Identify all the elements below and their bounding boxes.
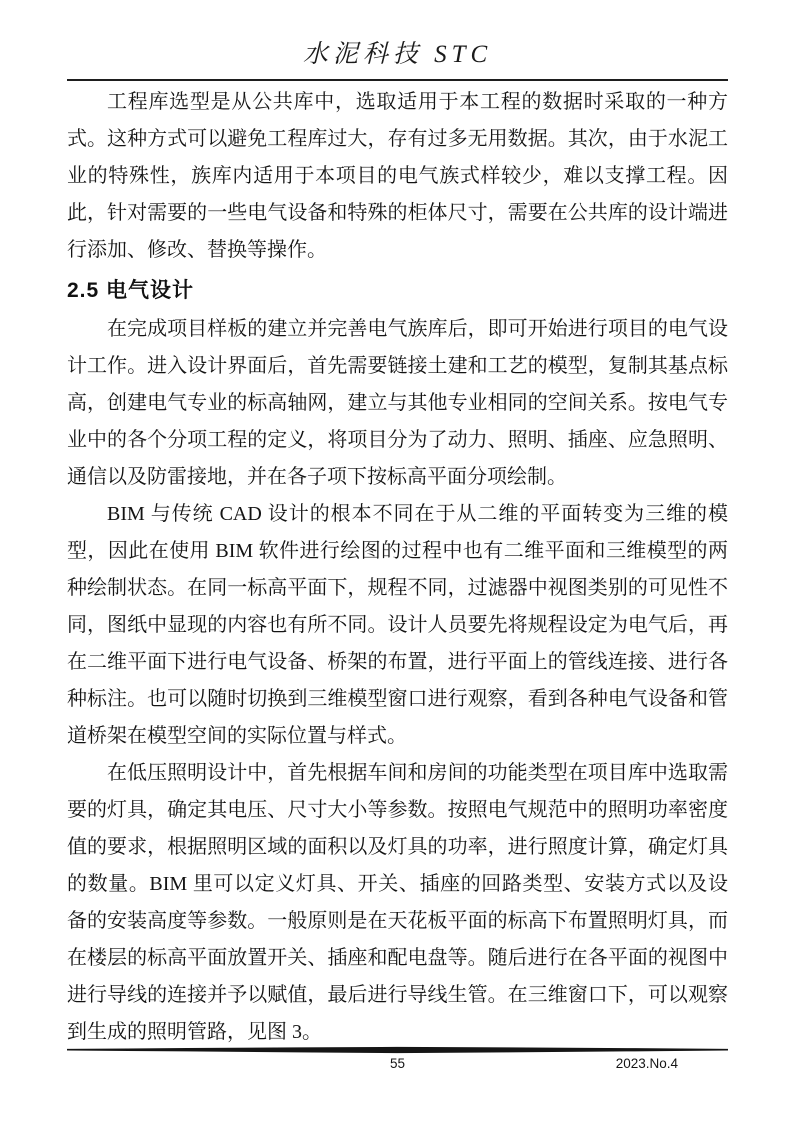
issue-label: 2023.No.4 xyxy=(615,1056,678,1071)
journal-header xyxy=(67,0,728,81)
section-heading: 2.5 电气设计 xyxy=(67,279,195,302)
footer-rule xyxy=(67,1046,728,1054)
footer-row xyxy=(67,1054,728,1074)
page-footer xyxy=(67,1046,728,1074)
paragraph: BIM 与传统 CAD 设计的根本不同在于从二维的平面转变为三维的模型，因此在使用 BIM 软件进行绘图的过程中也有二维平面和三维模型的两种绘制状态。在同一标高平面下，规程不同，过滤器中视图类别的可见性不同，图纸中显现的内容也有所不同。设计人员要先将规程设定为电气后，再在二维平面下进行电气设备、桥架的布置，进行平面上的管线连接、进行各种标注。也可以随时切换到三维模型窗口进行观察，看到各种电气设备和管道桥架在模型空间的实际位置与样式。 xyxy=(67,503,728,747)
header-rule xyxy=(67,79,728,81)
article-body xyxy=(67,84,728,1051)
paragraph-intro: 工程库选型是从公共库中，选取适用于本工程的数据时采取的一种方式。这种方式可以避免工程库过大，存有过多无用数据。其次，由于水泥工业的特殊性，族库内适用于本项目的电气族式样较少，难以支撑工程。因此，针对需要的一些电气设备和特殊的柜体尺寸，需要在公共库的设计端进行添加、修改、替换等操作。 xyxy=(67,91,728,261)
page-content xyxy=(67,0,728,1051)
journal-title: 水泥科技 STC xyxy=(302,41,493,68)
page-number: 55 xyxy=(389,1056,406,1071)
paragraph: 在低压照明设计中，首先根据车间和房间的功能类型在项目库中选取需要的灯具，确定其电压、尺寸大小等参数。按照电气规范中的照明功率密度值的要求，根据照明区域的面积以及灯具的功率，进行照度计算，确定灯具的数量。BIM 里可以定义灯具、开关、插座的回路类型、安装方式以及设备的安装高度等参数。一般原则是在天花板平面的标高下布置照明灯具，而在楼层的标高平面放置开关、插座和配电盘等。随后进行在各平面的视图中进行导线的连接并予以赋值，最后进行导线生管。在三维窗口下，可以观察到生成的照明管路，见图 3。 xyxy=(67,762,728,1043)
paragraph: 在完成项目样板的建立并完善电气族库后，即可开始进行项目的电气设计工作。进入设计界面后，首先需要链接土建和工艺的模型，复制其基点标高，创建电气专业的标高轴网，建立与其他专业相同的空间关系。按电气专业中的各个分项工程的定义，将项目分为了动力、照明、插座、应急照明、通信以及防雷接地，并在各子项下按标高平面分项绘制。 xyxy=(67,318,728,488)
